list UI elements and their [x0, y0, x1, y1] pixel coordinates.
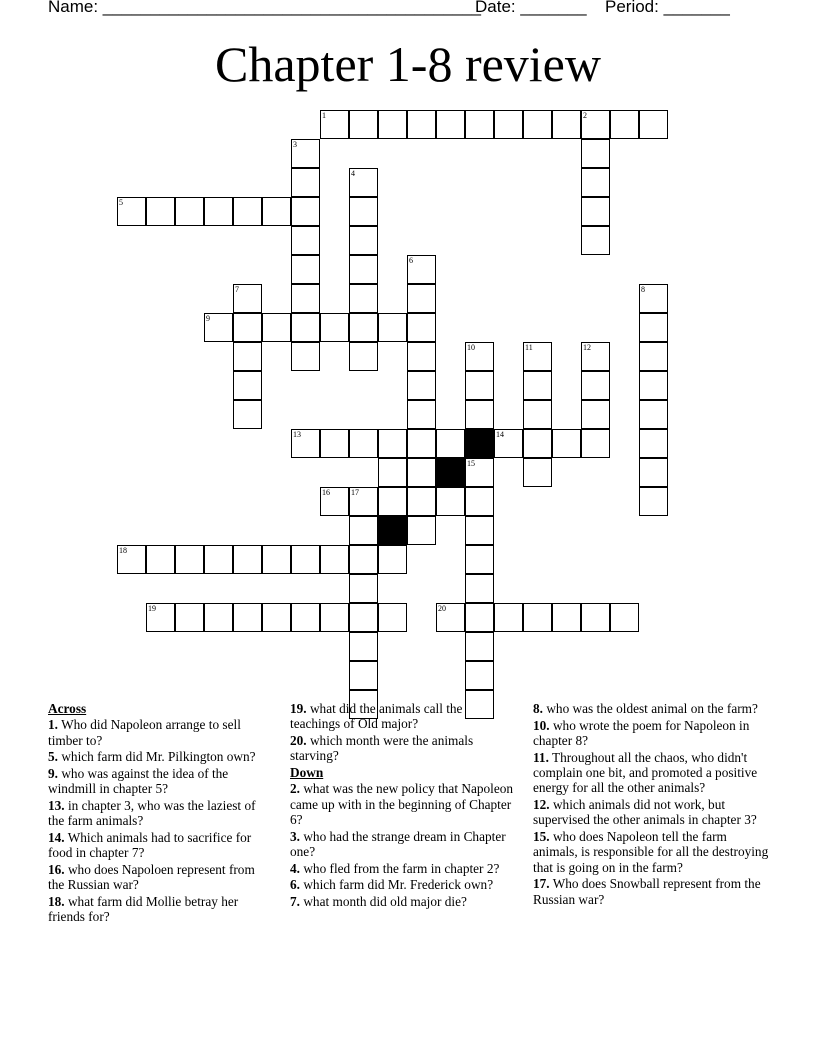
crossword-cell[interactable]	[465, 458, 494, 487]
crossword-cell[interactable]	[523, 342, 552, 371]
crossword-cell[interactable]	[494, 110, 523, 139]
cell-number: 11	[525, 343, 533, 352]
crossword-cell[interactable]	[494, 429, 523, 458]
clue-text: Throughout all the chaos, who didn't complain one bit, and promoted a positive energy for all the other animals?	[533, 749, 758, 796]
page-title: Chapter 1-8 review	[215, 36, 601, 92]
clue-text: Which animals had to sacrifice for food in chapter 7?	[48, 830, 252, 861]
clue-down-15	[533, 829, 773, 875]
clue-text: Who does Snowball represent from the Russian war?	[533, 876, 761, 907]
clue-text: what did the animals call the teachings of Old major?	[290, 701, 463, 732]
crossword-cell[interactable]	[494, 603, 523, 632]
crossword-cell[interactable]	[117, 197, 146, 226]
clue-number: 15.	[533, 829, 550, 844]
clue-number: 3.	[290, 828, 300, 844]
clue-number: 14.	[48, 830, 65, 845]
crossword-cell[interactable]	[349, 284, 378, 313]
crossword-cell[interactable]	[639, 400, 668, 429]
crossword-cell[interactable]	[262, 545, 291, 574]
crossword-cell[interactable]	[378, 545, 407, 574]
clue-number: 13.	[48, 798, 65, 813]
crossword-cell[interactable]	[581, 226, 610, 255]
crossword-cell[interactable]	[407, 110, 436, 139]
crossword-cell[interactable]	[146, 197, 175, 226]
crossword-cell[interactable]	[581, 197, 610, 226]
crossword-cell[interactable]	[639, 342, 668, 371]
crossword-cell[interactable]	[349, 545, 378, 574]
clue-text: who fled from the farm in chapter 2?	[303, 860, 500, 876]
clue-text: who was against the idea of the windmill in chapter 5?	[48, 766, 229, 797]
crossword-cell[interactable]	[378, 429, 407, 458]
crossword-cell[interactable]	[436, 110, 465, 139]
clue-number: 2.	[290, 781, 300, 797]
crossword-cell[interactable]	[204, 197, 233, 226]
crossword-cell[interactable]	[291, 313, 320, 342]
crossword-cell[interactable]	[436, 603, 465, 632]
across-heading: Across	[48, 701, 87, 716]
crossword-cell[interactable]	[465, 110, 494, 139]
crossword-cell[interactable]	[349, 516, 378, 545]
clue-number: 17.	[533, 876, 550, 892]
crossword-cell[interactable]	[146, 603, 175, 632]
crossword-cell[interactable]	[291, 255, 320, 284]
crossword-cell[interactable]	[639, 110, 668, 139]
crossword-cell[interactable]	[465, 661, 494, 690]
crossword-cell[interactable]	[291, 545, 320, 574]
clue-across-9	[48, 766, 268, 797]
crossword-cell[interactable]	[117, 545, 146, 574]
crossword-cell[interactable]	[465, 400, 494, 429]
crossword-cell[interactable]	[581, 603, 610, 632]
crossword-cell[interactable]	[175, 603, 204, 632]
clue-down-4	[290, 861, 515, 876]
crossword-cell[interactable]	[320, 110, 349, 139]
crossword-cell[interactable]	[465, 603, 494, 632]
crossword-cell[interactable]	[349, 255, 378, 284]
clue-number: 1.	[48, 717, 58, 733]
crossword-cell[interactable]	[349, 342, 378, 371]
cell-number: 1	[322, 111, 326, 120]
crossword-cell[interactable]	[233, 284, 262, 313]
crossword-cell[interactable]	[291, 429, 320, 458]
clue-text: which farm did Mr. Pilkington own?	[61, 749, 256, 765]
clue-number: 5.	[48, 749, 58, 765]
clue-text: what farm did Mollie betray her friends for?	[48, 894, 239, 925]
crossword-cell[interactable]	[523, 400, 552, 429]
crossword-cell[interactable]	[349, 197, 378, 226]
clue-number: 10.	[533, 717, 550, 733]
crossword-cell[interactable]	[262, 603, 291, 632]
crossword-cell[interactable]	[378, 603, 407, 632]
clues-column-1	[48, 701, 268, 926]
clue-down-7	[290, 894, 515, 909]
crossword-cell[interactable]	[436, 487, 465, 516]
crossword-cell[interactable]	[291, 284, 320, 313]
crossword-cell[interactable]	[639, 429, 668, 458]
clues-column-3	[533, 701, 773, 908]
clue-across-19	[290, 701, 515, 732]
crossword-cell[interactable]	[407, 458, 436, 487]
clue-across-18	[48, 894, 268, 925]
cell-number: 3	[293, 140, 297, 149]
crossword-cell[interactable]	[233, 342, 262, 371]
clue-across-16	[48, 862, 268, 893]
student-info-header	[48, 0, 806, 17]
black-square	[465, 429, 494, 458]
clue-down-6	[290, 877, 515, 892]
crossword-cell[interactable]	[349, 574, 378, 603]
clue-text: which month were the animals starving?	[290, 733, 474, 764]
crossword-cell[interactable]	[349, 110, 378, 139]
crossword-cell[interactable]	[291, 226, 320, 255]
crossword-cell[interactable]	[552, 603, 581, 632]
crossword-cell[interactable]	[291, 168, 320, 197]
clue-number: 19.	[290, 701, 307, 716]
crossword-cell[interactable]	[407, 313, 436, 342]
crossword-cell[interactable]	[320, 313, 349, 342]
clue-number: 11.	[533, 749, 549, 765]
clue-down-2	[290, 781, 515, 827]
crossword-cell[interactable]	[320, 603, 349, 632]
clue-text: Who did Napoleon arrange to sell timber to?	[48, 717, 241, 748]
cell-number: 13	[293, 430, 301, 439]
crossword-cell[interactable]	[639, 458, 668, 487]
crossword-cell[interactable]	[407, 342, 436, 371]
crossword-cell[interactable]	[349, 661, 378, 690]
clue-text: who was the oldest animal on the farm?	[546, 701, 758, 716]
down-heading: Down	[290, 765, 324, 780]
crossword-cell[interactable]	[291, 139, 320, 168]
cell-number: 5	[119, 198, 123, 207]
cell-number: 15	[467, 459, 475, 468]
cell-number: 17	[351, 488, 359, 497]
clue-text: who wrote the poem for Napoleon in chapter 8?	[533, 717, 750, 748]
crossword-cell[interactable]	[523, 110, 552, 139]
cell-number: 9	[206, 314, 210, 323]
crossword-cell[interactable]	[581, 168, 610, 197]
clue-number: 16.	[48, 862, 65, 877]
cell-number: 19	[148, 604, 156, 613]
crossword-cell[interactable]	[233, 197, 262, 226]
crossword-cell[interactable]	[349, 168, 378, 197]
black-square	[436, 458, 465, 487]
crossword-cell[interactable]	[349, 603, 378, 632]
clue-number: 9.	[48, 766, 58, 781]
crossword-cell[interactable]	[175, 545, 204, 574]
clue-number: 4.	[290, 860, 300, 876]
cell-number: 7	[235, 285, 239, 294]
crossword-cell[interactable]	[204, 603, 233, 632]
cell-number: 16	[322, 488, 330, 497]
cell-number: 18	[119, 546, 127, 555]
crossword-cell[interactable]	[465, 342, 494, 371]
crossword-cell[interactable]	[407, 255, 436, 284]
crossword-cell[interactable]	[291, 603, 320, 632]
clue-across-1	[48, 717, 268, 748]
crossword-cell[interactable]	[436, 429, 465, 458]
crossword-cell[interactable]	[204, 545, 233, 574]
cell-number: 12	[583, 343, 591, 352]
clue-text: which farm did Mr. Frederick own?	[303, 877, 494, 893]
date-field[interactable]: Date: _______	[475, 0, 587, 16]
cell-number: 10	[467, 343, 475, 352]
crossword-cell[interactable]	[407, 487, 436, 516]
crossword-cell[interactable]	[465, 632, 494, 661]
crossword-cell[interactable]	[465, 516, 494, 545]
crossword-cell[interactable]	[262, 197, 291, 226]
crossword-cell[interactable]	[233, 371, 262, 400]
crossword-cell[interactable]	[407, 400, 436, 429]
crossword-cell[interactable]	[378, 458, 407, 487]
crossword-cell[interactable]	[610, 110, 639, 139]
clue-number: 12.	[533, 797, 550, 812]
crossword-cell[interactable]	[320, 545, 349, 574]
clue-text: what month did old major die?	[303, 894, 467, 909]
crossword-cell[interactable]	[639, 284, 668, 313]
crossword-cell[interactable]	[639, 371, 668, 400]
crossword-cell[interactable]	[552, 110, 581, 139]
clue-text: who does Napoleon tell the farm animals, is responsible for all the destroying that is going on in the farm?	[533, 829, 769, 875]
crossword-cell[interactable]	[581, 110, 610, 139]
crossword-cell[interactable]	[378, 110, 407, 139]
cell-number: 8	[641, 285, 645, 294]
clues-column-2	[290, 701, 515, 911]
period-field[interactable]: Period: _______	[605, 0, 730, 16]
crossword-cell[interactable]	[233, 313, 262, 342]
clue-text: which animals did not work, but supervised the other animals in chapter 3?	[533, 797, 757, 828]
cell-number: 4	[351, 169, 355, 178]
crossword-cell[interactable]	[233, 545, 262, 574]
crossword-cell[interactable]	[320, 429, 349, 458]
crossword-cell[interactable]	[465, 371, 494, 400]
crossword-cell[interactable]	[610, 603, 639, 632]
crossword-cell[interactable]	[262, 313, 291, 342]
crossword-cell[interactable]	[465, 487, 494, 516]
clue-down-11	[533, 750, 773, 796]
clue-across-20	[290, 733, 515, 764]
crossword-cell[interactable]	[349, 429, 378, 458]
cell-number: 2	[583, 111, 587, 120]
crossword-cell[interactable]	[407, 429, 436, 458]
clue-down-17	[533, 876, 773, 907]
crossword-cell[interactable]	[233, 603, 262, 632]
crossword-cell[interactable]	[378, 487, 407, 516]
cell-number: 20	[438, 604, 446, 613]
crossword-cell[interactable]	[581, 400, 610, 429]
crossword-cell[interactable]	[465, 545, 494, 574]
crossword-cell[interactable]	[639, 487, 668, 516]
clue-across-5	[48, 749, 268, 764]
crossword-cell[interactable]	[291, 342, 320, 371]
crossword-cell[interactable]	[233, 400, 262, 429]
clue-down-8	[533, 701, 773, 716]
crossword-cell[interactable]	[552, 429, 581, 458]
clue-number: 7.	[290, 894, 300, 909]
crossword-cell[interactable]	[581, 342, 610, 371]
cell-number: 6	[409, 256, 413, 265]
crossword-cell[interactable]	[349, 226, 378, 255]
crossword-cell[interactable]	[378, 313, 407, 342]
clue-across-14	[48, 830, 268, 861]
crossword-cell[interactable]	[349, 632, 378, 661]
crossword-cell[interactable]	[407, 371, 436, 400]
name-field[interactable]: Name: ________________________________________	[48, 0, 481, 16]
crossword-cell[interactable]	[581, 139, 610, 168]
crossword-cell[interactable]	[523, 429, 552, 458]
crossword-cell[interactable]	[349, 313, 378, 342]
crossword-cell[interactable]	[581, 429, 610, 458]
crossword-cell[interactable]	[407, 284, 436, 313]
crossword-cell[interactable]	[175, 197, 204, 226]
crossword-cell[interactable]	[407, 516, 436, 545]
clue-number: 20.	[290, 733, 307, 748]
clue-down-12	[533, 797, 773, 828]
clue-text: who had the strange dream in Chapter one?	[290, 828, 506, 860]
clue-down-3	[290, 829, 515, 860]
cell-number: 14	[496, 430, 504, 439]
crossword-cell[interactable]	[204, 313, 233, 342]
crossword-cell[interactable]	[349, 487, 378, 516]
clue-text: who does Napoloen represent from the Russian war?	[48, 862, 255, 893]
clue-number: 18.	[48, 894, 65, 909]
crossword-cell[interactable]	[320, 487, 349, 516]
crossword-cell[interactable]	[523, 603, 552, 632]
clue-across-13	[48, 798, 268, 829]
clue-number: 8.	[533, 701, 543, 716]
crossword-cell[interactable]	[291, 197, 320, 226]
clue-down-10	[533, 718, 773, 749]
crossword-cell[interactable]	[523, 371, 552, 400]
clue-text: in chapter 3, who was the laziest of the farm animals?	[48, 798, 256, 829]
black-square	[378, 516, 407, 545]
crossword-cell[interactable]	[523, 458, 552, 487]
crossword-cell[interactable]	[581, 371, 610, 400]
crossword-cell[interactable]	[639, 313, 668, 342]
crossword-cell[interactable]	[146, 545, 175, 574]
clue-text: what was the new policy that Napoleon came up with in the beginning of Chapter 6?	[290, 781, 514, 828]
crossword-cell[interactable]	[465, 574, 494, 603]
clue-number: 6.	[290, 877, 300, 893]
